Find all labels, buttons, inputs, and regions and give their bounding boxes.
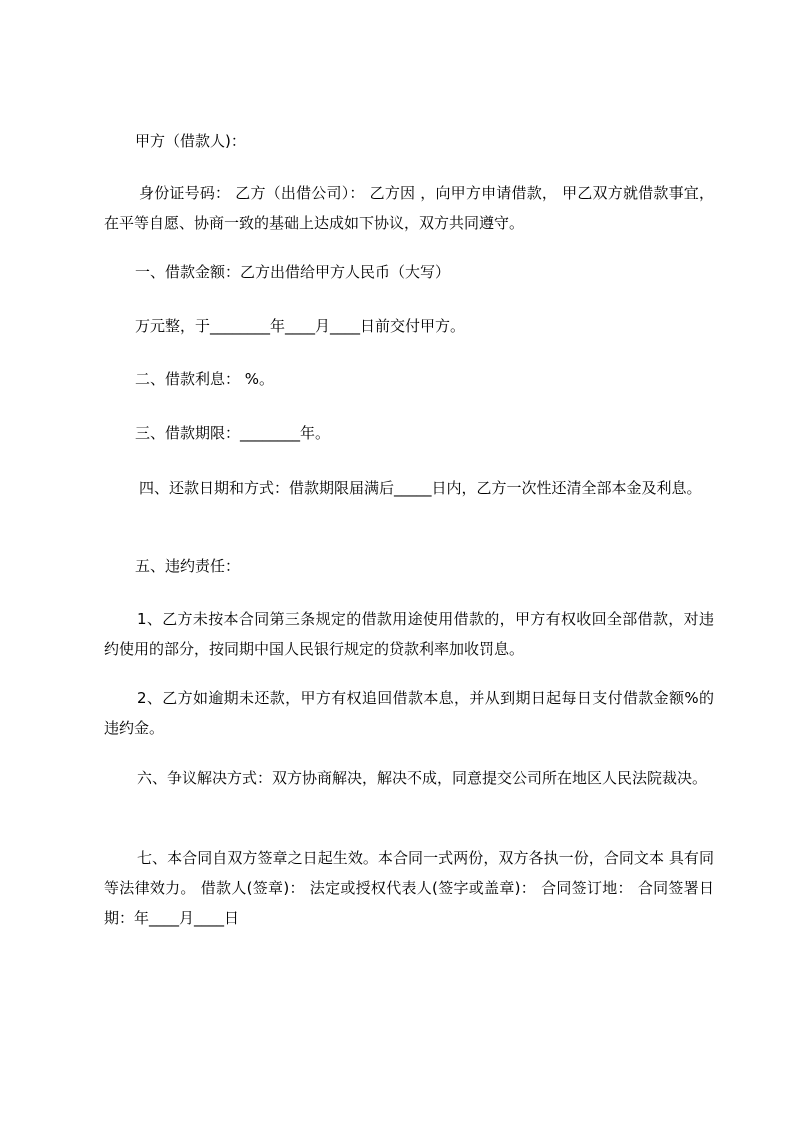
clause-term: 三、借款期限：________年。 <box>135 424 331 442</box>
clause-repayment: 四、还款日期和方式：借款期限届满后_____日内，乙方一次性还清全部本金及利息。 <box>139 479 702 497</box>
clause-liability-heading: 五、违约责任： <box>135 557 241 575</box>
clause-dispute: 六、争议解决方式：双方协商解决，解决不成，同意提交公司所在地区人民法院裁决。 <box>137 769 708 787</box>
party-a-line: 甲方（借款人)： <box>135 132 246 150</box>
clause-loan-delivery: 万元整，于________年____月____日前交付甲方。 <box>135 317 466 335</box>
intro-paragraph: 身份证号码： 乙方（出借公司）： 乙方因 ，向甲方申请借款， 甲乙双方就借款事宜，在平等自愿、协商一致的基础上达成如下协议，双方共同遵守。 <box>104 184 714 232</box>
clause-effect-signatures: 七、本合同自双方签章之日起生效。本合同一式两份，双方各执一份，合同文本 具有同等法律效力。 借款人(签章)： 法定或授权代表人(签字或盖章)： 合同签订地： 合同签署日期：年____月____日 <box>104 849 714 927</box>
clause-loan-amount: 一、借款金额：乙方出借给甲方人民币（大写） <box>135 263 451 281</box>
liability-item-1: 1、乙方未按本合同第三条规定的借款用途使用借款的，甲方有权收回全部借款，对违约使用的部分，按同期中国人民银行规定的贷款利率加收罚息。 <box>104 610 714 658</box>
clause-interest: 二、借款利息： %。 <box>135 370 275 388</box>
liability-item-2: 2、乙方如逾期未还款，甲方有权追回借款本息，并从到期日起每日支付借款金额%的违约金。 <box>104 689 714 737</box>
